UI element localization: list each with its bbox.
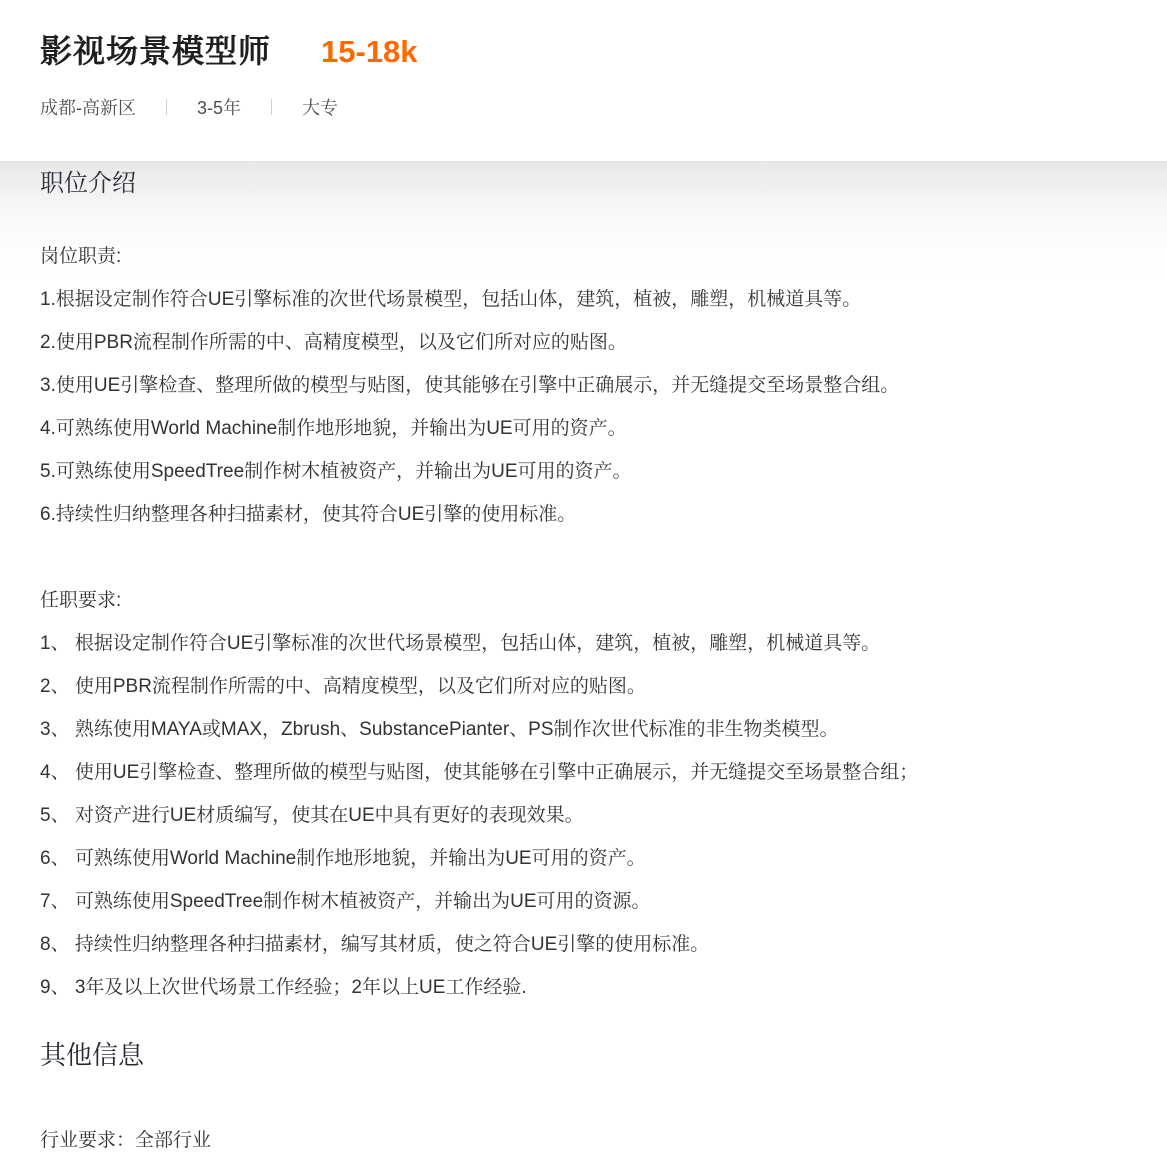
description-line: 6、 可熟练使用World Machine制作地形地貌，并输出为UE可用的资产。 <box>40 848 646 869</box>
salary-range: 15-18k <box>321 34 418 69</box>
description-line: 1、 根据设定制作符合UE引擎标准的次世代场景模型，包括山体，建筑，植被，雕塑，机械道具等。 <box>40 633 881 654</box>
job-header <box>0 0 1167 161</box>
description-line: 4、 使用UE引擎检查、整理所做的模型与贴图，使其能够在引擎中正确展示，并无缝提交至场景整合组； <box>40 762 919 783</box>
meta-divider <box>271 99 272 115</box>
description-line: 1.根据设定制作符合UE引擎标准的次世代场景模型，包括山体，建筑，植被，雕塑，机械道具等。 <box>40 289 862 310</box>
industry-requirement-label: 行业要求： <box>40 1130 136 1151</box>
section-heading-intro: 职位介绍 <box>40 170 136 197</box>
industry-requirement-value: 全部行业 <box>135 1130 212 1151</box>
job-title: 影视场景模型师 <box>40 33 272 69</box>
section-heading-other: 其他信息 <box>40 1040 145 1070</box>
description-line: 7、 可熟练使用SpeedTree制作树木植被资产，并输出为UE可用的资源。 <box>40 891 651 912</box>
title-row <box>40 26 1127 72</box>
description-line: 3、 熟练使用MAYA或MAX，Zbrush、SubstancePianter、PS制作次世代标准的非生物类模型。 <box>40 719 839 740</box>
industry-requirement <box>40 1125 1127 1152</box>
meta-divider <box>166 99 167 115</box>
meta-location: 成都-高新区 <box>40 98 136 118</box>
description-line: 9、 3年及以上次世代场景工作经验；2年以上UE工作经验. <box>40 977 527 998</box>
job-meta-row <box>40 94 1127 120</box>
description-line: 8、 持续性归纳整理各种扫描素材，编写其材质，使之符合UE引擎的使用标准。 <box>40 934 710 955</box>
description-line: 任职要求: <box>40 590 122 611</box>
job-description <box>40 235 1127 1009</box>
description-line <box>40 536 1127 579</box>
meta-education: 大专 <box>302 98 339 118</box>
description-line: 3.使用UE引擎检查、整理所做的模型与贴图，使其能够在引擎中正确展示，并无缝提交至场景整合组。 <box>40 375 900 396</box>
description-line: 岗位职责: <box>40 246 122 267</box>
description-line: 6.持续性归纳整理各种扫描素材，使其符合UE引擎的使用标准。 <box>40 504 577 525</box>
job-intro-section <box>0 161 1167 1162</box>
meta-experience: 3-5年 <box>197 98 242 118</box>
description-line: 2、 使用PBR流程制作所需的中、高精度模型，以及它们所对应的贴图。 <box>40 676 646 697</box>
description-line: 4.可熟练使用World Machine制作地形地貌，并输出为UE可用的资产。 <box>40 418 627 439</box>
description-line: 5、 对资产进行UE材质编写，使其在UE中具有更好的表现效果。 <box>40 805 584 826</box>
description-line: 2.使用PBR流程制作所需的中、高精度模型，以及它们所对应的贴图。 <box>40 332 627 353</box>
description-line: 5.可熟练使用SpeedTree制作树木植被资产，并输出为UE可用的资产。 <box>40 461 632 482</box>
